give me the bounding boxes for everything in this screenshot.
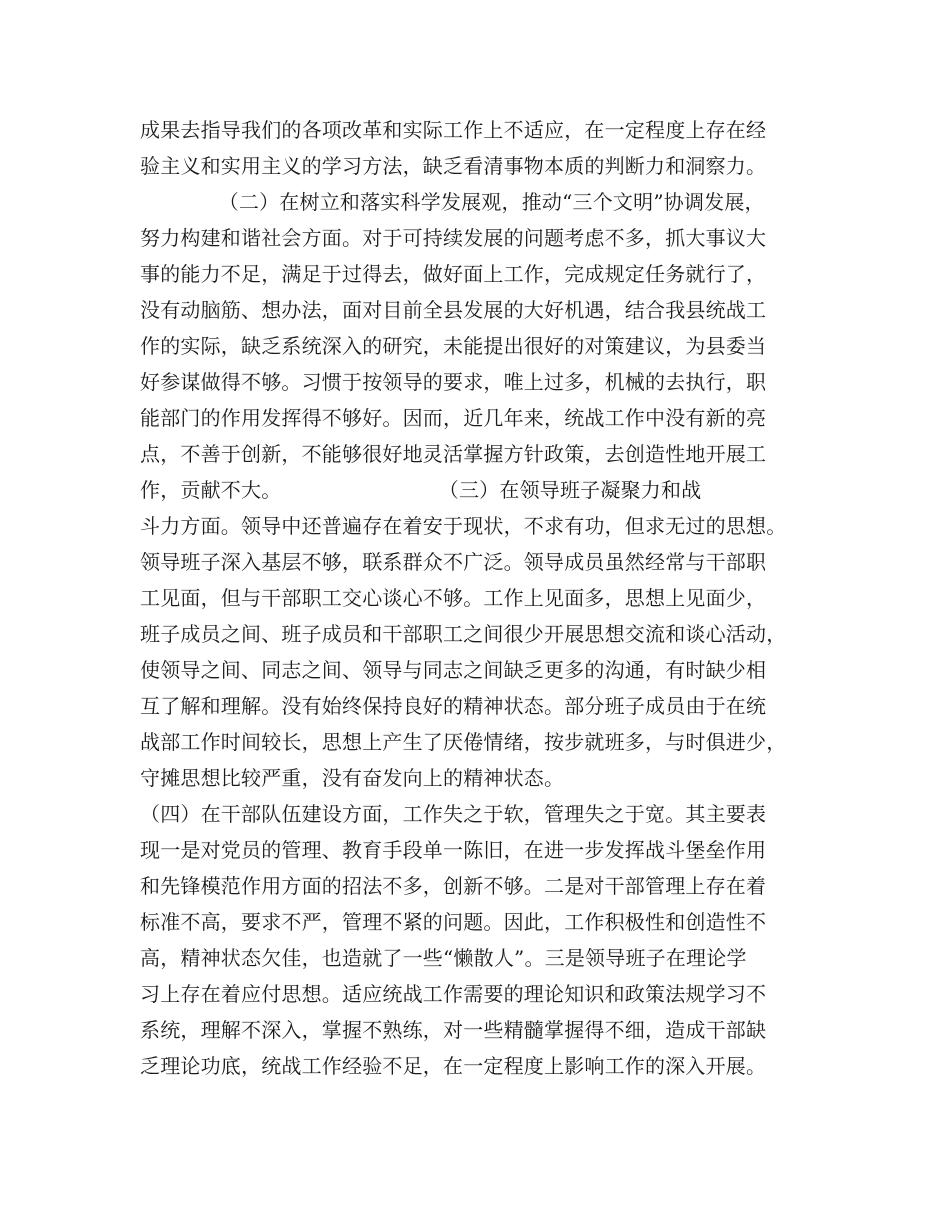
text-line: 点，不善于创新，不能够很好地灵活掌握方针政策，去创造性地开展工 — [140, 442, 767, 466]
text-line: 工见面，但与干部职工交心谈心不够。工作上见面多，思想上见面少， — [140, 586, 767, 610]
text-line: 作的实际，缺乏系统深入的研究，未能提出很好的对策建议，为县委当 — [140, 334, 767, 358]
text-line: （二）在树立和落实科学发展观，推动“三个文明”协调发展， — [140, 190, 765, 214]
text-line: （四）在干部队伍建设方面，工作失之于软，管理失之于宽。其主要表 — [140, 802, 767, 826]
text-line: 事的能力不足，满足于过得去，做好面上工作，完成规定任务就行了， — [140, 262, 767, 286]
text-line: 守摊思想比较严重，没有奋发向上的精神状态。 — [140, 766, 565, 790]
text-line: 习上存在着应付思想。适应统战工作需要的理论知识和政策法规学习不 — [140, 982, 767, 1006]
text-line: 和先锋模范作用方面的招法不多，创新不够。二是对干部管理上存在着 — [140, 874, 767, 898]
text-line: 努力构建和谐社会方面。对于可持续发展的问题考虑不多，抓大事议大 — [140, 226, 767, 250]
text-line: 高，精神状态欠佳，也造就了一些“懒散人”。三是领导班子在理论学 — [140, 946, 747, 970]
text-line: 验主义和实用主义的学习方法，缺乏看清事物本质的判断力和洞察力。 — [140, 154, 767, 178]
text-line: 能部门的作用发挥得不够好。因而，近几年来，统战工作中没有新的亮 — [140, 406, 767, 430]
text-line: 乏理论功底，统战工作经验不足，在一定程度上影响工作的深入开展。 — [140, 1054, 767, 1078]
text-line: 好参谋做得不够。习惯于按领导的要求，唯上过多，机械的去执行，职 — [140, 370, 767, 394]
text-line: 领导班子深入基层不够，联系群众不广泛。领导成员虽然经常与干部职 — [140, 550, 767, 574]
text-line: 成果去指导我们的各项改革和实际工作上不适应，在一定程度上存在经 — [140, 118, 767, 142]
text-line: 互了解和理解。没有始终保持良好的精神状态。部分班子成员由于在统 — [140, 694, 767, 718]
text-line: 没有动脑筋、想办法，面对目前全县发展的大好机遇，结合我县统战工 — [140, 298, 767, 322]
text-line: 现一是对党员的管理、教育手段单一陈旧，在进一步发挥战斗堡垒作用 — [140, 838, 767, 862]
text-line: 战部工作时间较长，思想上产生了厌倦情绪，按步就班多，与时俱进少， — [140, 730, 787, 754]
text-line: 斗力方面。领导中还普遍存在着安于现状，不求有功，但求无过的思想。 — [140, 514, 787, 538]
text-line: 班子成员之间、班子成员和干部职工之间很少开展思想交流和谈心活动， — [140, 622, 787, 646]
text-line: 标准不高，要求不严，管理不紧的问题。因此，工作积极性和创造性不 — [140, 910, 767, 934]
text-line: 作，贡献不大。 （三）在领导班子凝聚力和战 — [140, 478, 702, 502]
text-line: 使领导之间、同志之间、领导与同志之间缺乏更多的沟通，有时缺少相 — [140, 658, 767, 682]
text-line: 系统，理解不深入，掌握不熟练，对一些精髓掌握得不细，造成干部缺 — [140, 1018, 767, 1042]
